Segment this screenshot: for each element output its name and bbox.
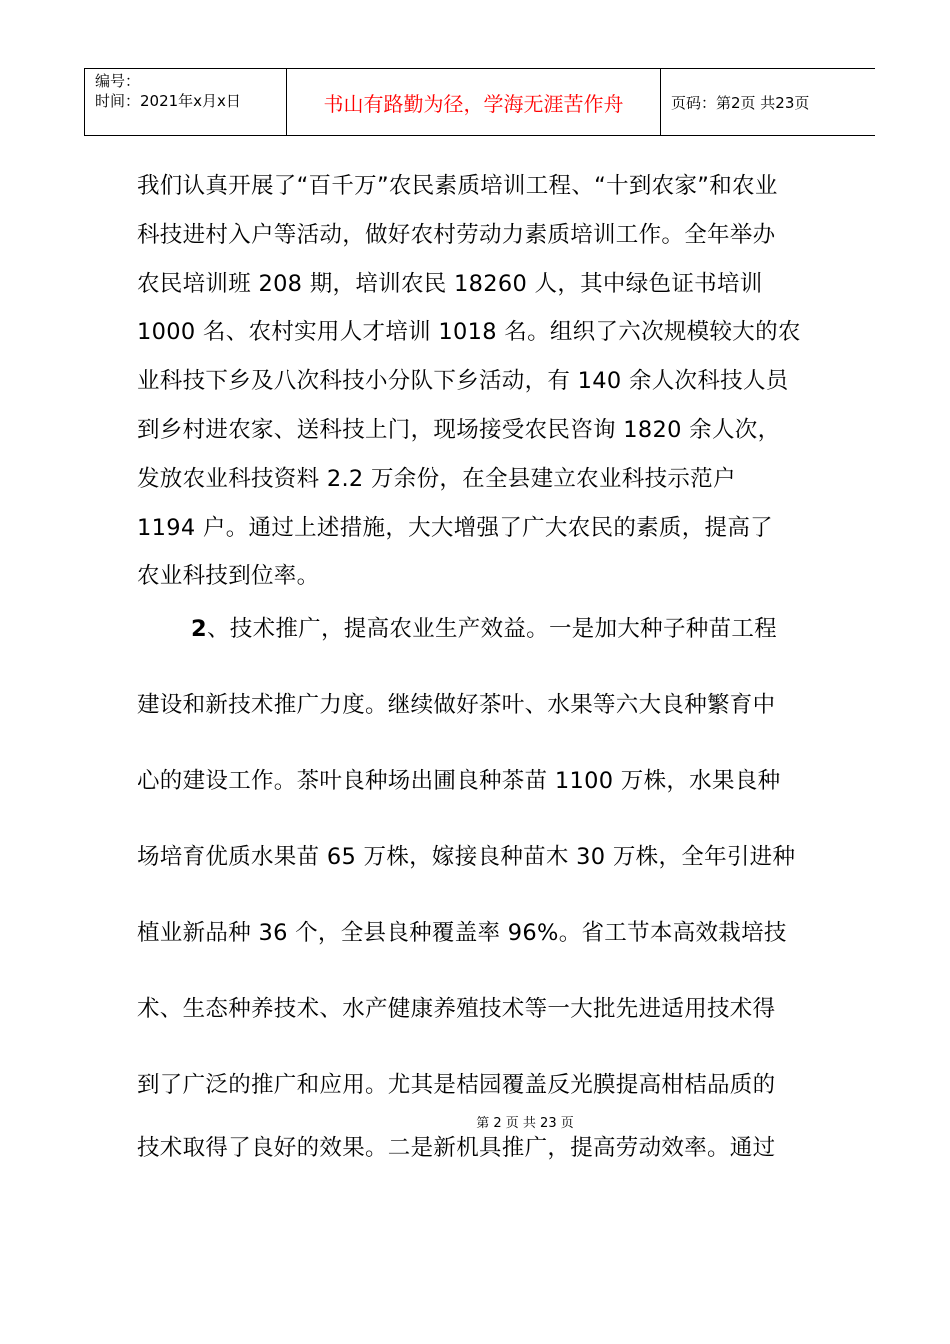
text-line: 业科技下乡及八次科技小分队下乡活动，有 140 余人次科技人员: [137, 368, 789, 395]
text-line: [137, 605, 827, 681]
paragraph-continued: [137, 1130, 827, 1179]
document-date-label: 时间：2021年x月x日: [95, 92, 241, 110]
document-number-label: 编号：: [95, 72, 141, 90]
paragraph-tech-promotion: [137, 605, 827, 1137]
text-line: 术、生态种养技术、水产健康养殖技术等一大批先进适用技术得: [137, 996, 776, 1022]
text-line: 农业科技到位率。: [137, 563, 320, 590]
page-footer: 第 2 页 共 23 页: [476, 1116, 574, 1131]
header-page-cell: [660, 69, 875, 135]
text-line: 场培育优质水果苗 65 万株，嫁接良种苗木 30 万株，全年引进种: [137, 844, 796, 870]
document-header: [84, 68, 875, 136]
text-line: 科技进村入户等活动，做好农村劳动力素质培训工作。全年举办: [137, 221, 776, 248]
text-line: 发放农业科技资料 2.2 万余份，在全县建立农业科技示范户: [137, 465, 736, 492]
text-line: 农民培训班 208 期，培训农民 18260 人，其中绿色证书培训: [137, 270, 763, 297]
header-meta-cell: [84, 69, 286, 135]
text-line: 植业新品种 36 个，全县良种覆盖率 96%。省工节本高效栽培技: [137, 920, 787, 946]
header-page-label: 页码：第2页 共23页: [671, 93, 810, 112]
text-line: 建设和新技术推广力度。继续做好茶叶、水果等六大良种繁育中: [137, 692, 776, 718]
text-line: 技术取得了良好的效果。二是新机具推广，提高劳动效率。通过: [137, 1135, 776, 1161]
text-line: 到乡村进农家、送科技上门，现场接受农民咨询 1820 余人次，: [137, 416, 781, 443]
text-line: 我们认真开展了“百千万”农民素质培训工程、“十到农家”和农业: [137, 173, 778, 199]
section-number: 2: [191, 616, 207, 642]
text-line: 心的建设工作。茶叶良种场出圃良种茶苗 1100 万株，水果良种: [137, 768, 781, 794]
paragraph-training: [137, 162, 827, 601]
section-heading-text: 、技术推广，提高农业生产效益。一是加大种子种苗工程: [206, 616, 777, 642]
text-line: 1000 名、农村实用人才培训 1018 名。组织了六次规模较大的农: [137, 319, 801, 346]
header-motto: 书山有路勤为径，学海无涯苦作舟: [323, 91, 624, 116]
text-line: 1194 户。通过上述措施，大大增强了广大农民的素质，提高了: [137, 514, 773, 541]
header-motto-cell: [286, 69, 660, 135]
text-line: 到了广泛的推广和应用。尤其是桔园覆盖反光膜提高柑桔品质的: [137, 1072, 776, 1098]
